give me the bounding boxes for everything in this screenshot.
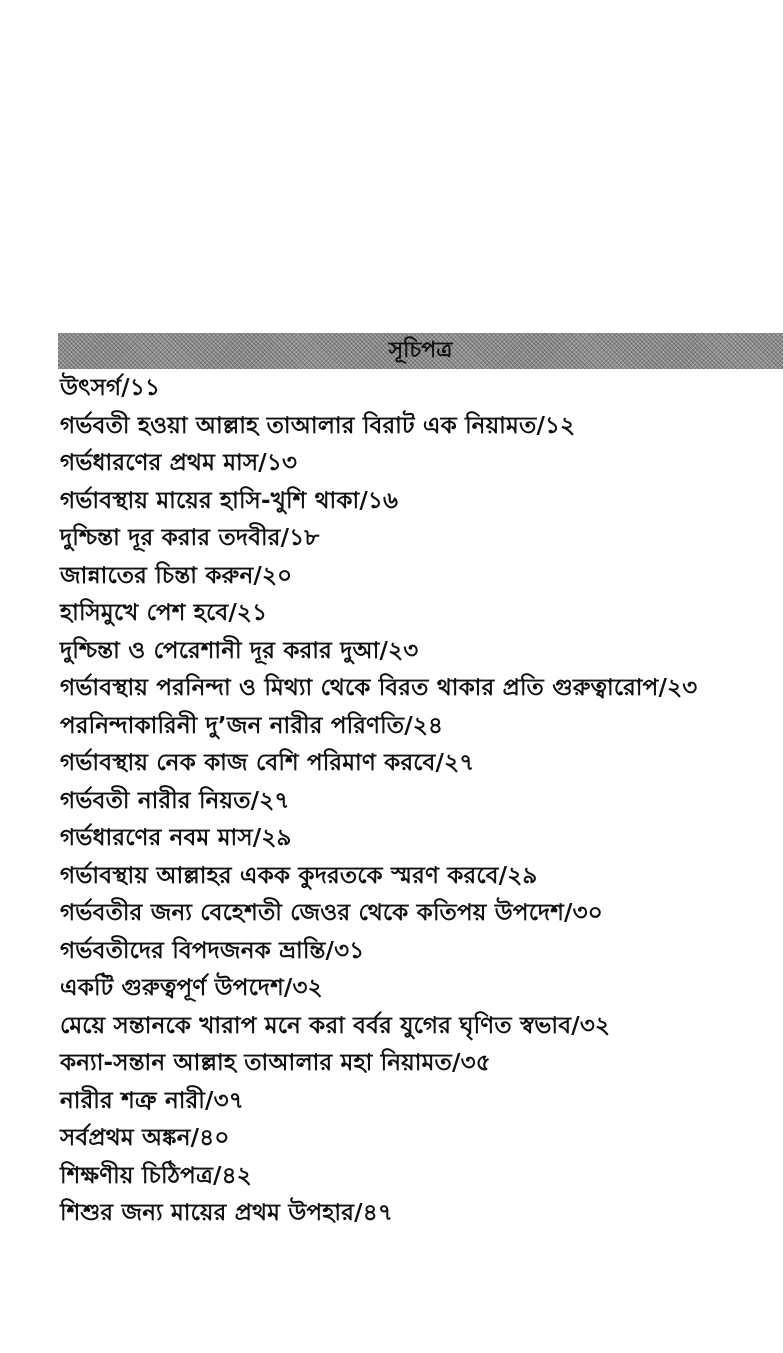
toc-entry: শিশুর জন্য মায়ের প্রথম উপহার/৪৭ (60, 1200, 393, 1226)
toc-entry: গর্ভবতী নারীর নিয়ত/২৭ (60, 787, 290, 814)
contents-header-bar (58, 333, 783, 369)
toc-entry: কন্যা-সন্তান আল্লাহ তাআলার মহা নিয়ামত/৩৫ (60, 1050, 491, 1076)
toc-entry: নারীর শত্রু নারী/৩৭ (60, 1087, 244, 1114)
toc-entry: দুশ্চিন্তা দূর করার তদবীর/১৮ (60, 525, 320, 551)
toc-entry: শিক্ষণীয় চিঠিপত্র/৪২ (60, 1162, 252, 1189)
toc-entry: গর্ভাবস্থায় আল্লাহর একক কুদরতকে স্মরণ করবে/২৯ (60, 862, 538, 889)
toc-entry: গর্ভবতীর জন্য বেহেশতী জেওর থেকে কতিপয় উপদেশ/৩০ (60, 900, 603, 926)
toc-entry: গর্ভবতীদের বিপদজনক ভ্রান্তি/৩১ (60, 937, 365, 964)
toc-entry: মেয়ে সন্তানকে খারাপ মনে করা বর্বর যুগের ঘৃণিত স্বভাব/৩২ (60, 1012, 611, 1039)
toc-entry: একটি গুরুত্বপূর্ণ উপদেশ/৩২ (60, 975, 323, 1001)
toc-entry: গর্ভবতী হওয়া আল্লাহ তাআলার বিরাট এক নিয়ামত/১২ (60, 412, 576, 439)
toc-entry: জান্নাতের চিন্তা করুন/২০ (60, 562, 293, 589)
toc-entry: পরনিন্দাকারিনী দু’জন নারীর পরিণতি/২৪ (60, 712, 444, 739)
toc-entry: দুশ্চিন্তা ও পেরেশানী দূর করার দুআ/২৩ (60, 637, 419, 664)
toc-entry: গর্ভধারণের প্রথম মাস/১৩ (60, 450, 298, 476)
table-of-contents (60, 370, 775, 1233)
contents-title: সূচিপত্র (388, 338, 453, 363)
toc-entry: গর্ভধারণের নবম মাস/২৯ (60, 825, 292, 851)
toc-entry: হাসিমুখে পেশ হবে/২১ (60, 600, 268, 626)
toc-entry: উৎসর্গ/১১ (60, 375, 161, 401)
toc-entry: গর্ভাবস্থায় পরনিন্দা ও মিথ্যা থেকে বিরত থাকার প্রতি গুরুত্বারোপ/২৩ (60, 675, 698, 701)
toc-entry: গর্ভাবস্থায় নেক কাজ বেশি পরিমাণ করবে/২৭ (60, 750, 475, 776)
toc-entry: গর্ভাবস্থায় মায়ের হাসি-খুশি থাকা/১৬ (60, 487, 399, 514)
toc-entry: সর্বপ্রথম অঙ্কন/৪০ (60, 1125, 230, 1151)
